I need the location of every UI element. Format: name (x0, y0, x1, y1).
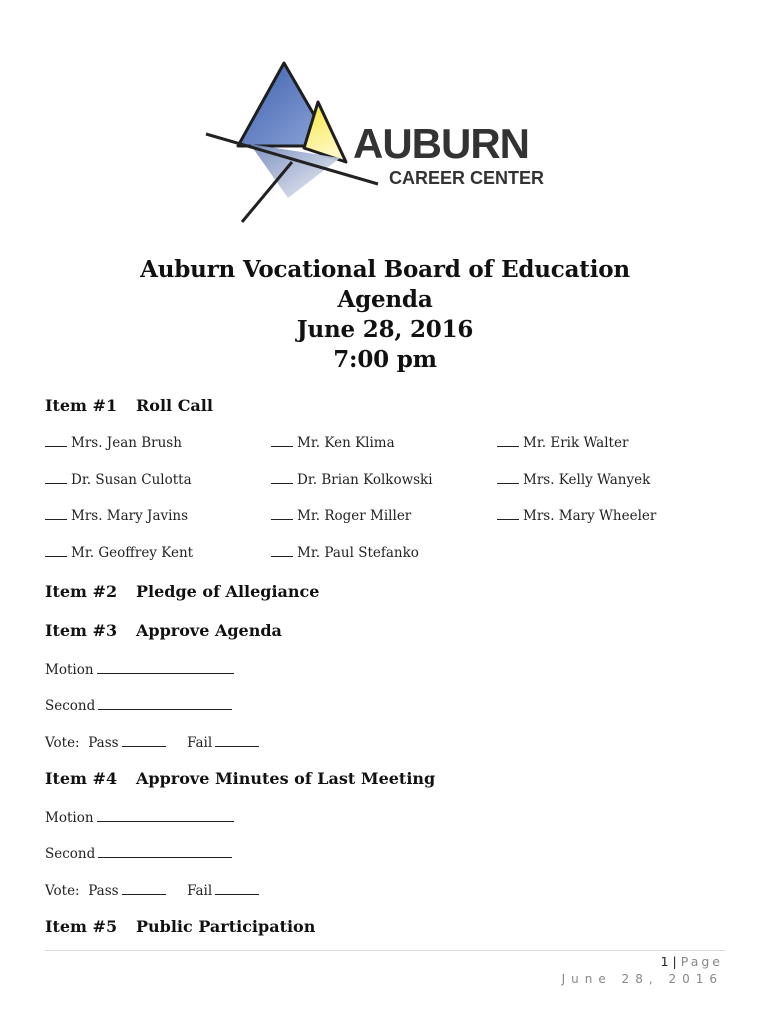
meeting-time-heading: 7:00 pm (333, 346, 437, 373)
agenda-vote-line (45, 733, 259, 751)
second-label: Second (45, 846, 96, 862)
board-name-heading: Auburn Vocational Board of Education (140, 256, 630, 283)
second-label: Second (45, 698, 96, 714)
minutes-vote-line (45, 881, 259, 899)
attendance-blank[interactable] (45, 435, 67, 447)
meeting-date-heading: June 28, 2016 (296, 316, 474, 343)
roll-call-row (45, 508, 745, 528)
logo-graphic (200, 58, 580, 228)
second-blank[interactable] (98, 696, 232, 710)
fail-label: Fail (187, 883, 213, 899)
pass-blank[interactable] (122, 733, 166, 747)
agenda-item-2 (45, 582, 319, 601)
roll-call-entry: Mrs. Jean Brush (45, 435, 182, 451)
roll-call-row (45, 472, 745, 492)
page-number: 1 (660, 954, 669, 969)
vote-label: Vote: (45, 735, 80, 751)
roll-call-entry: Mrs. Mary Wheeler (497, 508, 656, 524)
item-number: Item #2 (45, 582, 118, 601)
pass-label: Pass (88, 735, 119, 751)
fail-blank[interactable] (215, 733, 259, 747)
motion-label: Motion (45, 810, 94, 826)
roll-call-entry: Dr. Brian Kolkowski (271, 472, 433, 488)
attendance-blank[interactable] (271, 545, 293, 557)
item-number: Item #5 (45, 917, 118, 936)
roll-call-entry: Mr. Erik Walter (497, 435, 628, 451)
footer-divider (45, 950, 725, 951)
minutes-second-line (45, 844, 232, 862)
agenda-item-3 (45, 621, 282, 640)
item-number: Item #1 (45, 396, 118, 415)
roll-call-entry: Mrs. Mary Javins (45, 508, 188, 524)
pass-blank[interactable] (122, 881, 166, 895)
roll-call-entry: Dr. Susan Culotta (45, 472, 192, 488)
fail-label: Fail (187, 735, 213, 751)
footer-page-number (661, 954, 723, 969)
agenda-motion-line (45, 660, 234, 678)
minutes-motion-line (45, 808, 234, 826)
item-title: Roll Call (136, 396, 213, 415)
roll-call-entry: Mr. Paul Stefanko (271, 545, 419, 561)
second-blank[interactable] (98, 844, 232, 858)
fail-blank[interactable] (215, 881, 259, 895)
agenda-item-5 (45, 917, 315, 936)
motion-label: Motion (45, 662, 94, 678)
attendance-blank[interactable] (271, 472, 293, 484)
footer-date: June 28, 2016 (561, 972, 723, 986)
logo-tagline: CAREER CENTER (389, 168, 545, 188)
roll-call-entry: Mr. Geoffrey Kent (45, 545, 193, 561)
attendance-blank[interactable] (271, 435, 293, 447)
motion-blank[interactable] (97, 660, 234, 674)
agenda-title-block (0, 255, 770, 375)
roll-call-entry: Mrs. Kelly Wanyek (497, 472, 650, 488)
roll-call-row (45, 545, 745, 565)
item-title: Public Participation (136, 917, 316, 936)
page-separator: | (672, 954, 677, 969)
motion-blank[interactable] (97, 808, 234, 822)
roll-call-entry: Mr. Ken Klima (271, 435, 395, 451)
item-number: Item #4 (45, 769, 118, 788)
roll-call-entry: Mr. Roger Miller (271, 508, 411, 524)
item-title: Approve Agenda (136, 621, 282, 640)
item-title: Approve Minutes of Last Meeting (136, 769, 436, 788)
auburn-career-center-logo (200, 58, 580, 228)
attendance-blank[interactable] (45, 472, 67, 484)
attendance-blank[interactable] (497, 508, 519, 520)
pass-label: Pass (88, 883, 119, 899)
item-title: Pledge of Allegiance (136, 582, 320, 601)
agenda-item-4 (45, 769, 435, 788)
attendance-blank[interactable] (497, 472, 519, 484)
attendance-blank[interactable] (271, 508, 293, 520)
page-word: Page (680, 954, 723, 969)
attendance-blank[interactable] (497, 435, 519, 447)
vote-label: Vote: (45, 883, 80, 899)
agenda-item-1 (45, 396, 213, 415)
roll-call-row (45, 435, 745, 455)
item-number: Item #3 (45, 621, 118, 640)
agenda-second-line (45, 696, 232, 714)
attendance-blank[interactable] (45, 508, 67, 520)
logo-wordmark: AUBURN (353, 120, 529, 167)
agenda-heading: Agenda (337, 286, 433, 313)
attendance-blank[interactable] (45, 545, 67, 557)
